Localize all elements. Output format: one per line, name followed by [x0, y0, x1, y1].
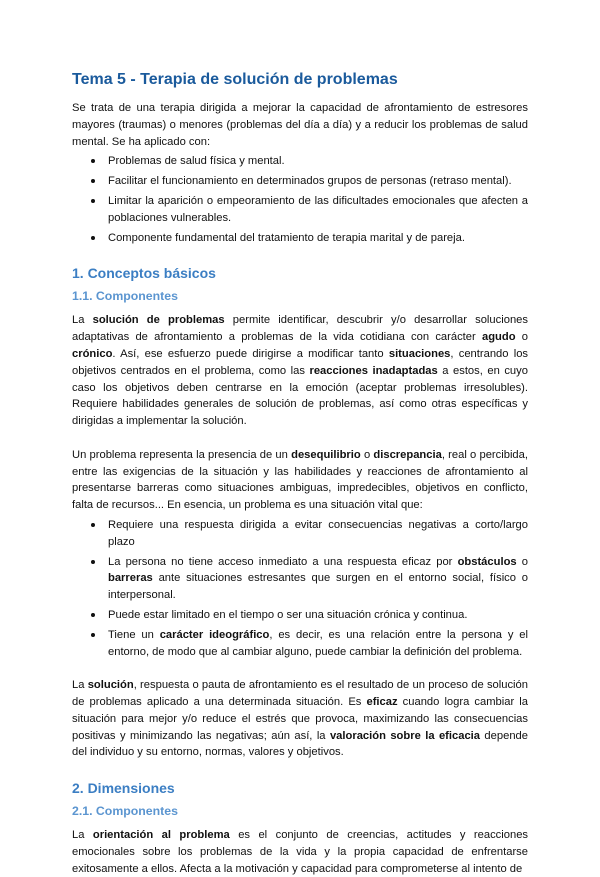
text-run: o [515, 331, 528, 344]
bold-term: eficaz [366, 695, 398, 708]
subsection-heading-componentes-2: 2.1. Componentes [72, 804, 178, 819]
problema-bullet-list [72, 517, 528, 660]
text-run: depende del individuo y su entorno, normas, valores y objetivos. [72, 729, 528, 759]
text-run: o [516, 555, 528, 568]
text-run: Tiene un [108, 628, 160, 641]
text-run: , respuesta o pauta de afrontamiento es el resultado de un proceso de solución de problemas aplicado a una determinada situación. Es [72, 679, 528, 708]
list-item: Puede estar limitado en el tiempo o ser una situación crónica y continua. [72, 607, 528, 624]
text-run: , es decir, es una relación entre la persona y el entorno, de modo que al cambiar alguno, puede cambiar la definición del problema. [108, 628, 529, 658]
subsection-heading-componentes: 1.1. Componentes [72, 289, 178, 304]
document-title: Tema 5 - Terapia de solución de problemas [72, 71, 398, 88]
bold-term: valoración sobre la eficacia [329, 729, 481, 742]
section-heading-conceptos-basicos: 1. Conceptos básicos [72, 265, 216, 282]
list-item: Componente fundamental del tratamiento de terapia marital y de pareja. [72, 230, 528, 247]
bold-term: agudo [481, 331, 516, 344]
text-run: ante situaciones estresantes que surgen en el entorno social, físico o interpersonal. [108, 572, 528, 602]
bold-term: solución de problemas [92, 314, 225, 327]
list-item: Limitar la aparición o empeoramiento de las dificultades emocionales que afecten a poblaciones vulnerables. [72, 193, 528, 227]
paragraph-orientacion [72, 827, 528, 877]
bold-term: reacciones inadaptadas [309, 364, 438, 377]
list-item [72, 554, 528, 604]
paragraph-solucion [72, 677, 528, 761]
document-page [72, 70, 528, 877]
spacer [72, 660, 528, 677]
list-item [72, 627, 528, 661]
text-run: a estos, en cuyo caso los objetivos deben centrarse en la emoción (aceptar problemas irresolubles). Requiere habilidades generales de solución de problemas, así como otras específicas y dirigidas a implementar la solución. [72, 364, 528, 428]
text-run: Un problema representa la presencia de un [72, 448, 292, 461]
text-run: La [72, 679, 88, 692]
text-run: La persona no tiene acceso inmediato a una respuesta eficaz por [108, 555, 458, 568]
bold-term: obstáculos [457, 555, 517, 568]
bold-term: situaciones [388, 347, 451, 360]
bold-term: barreras [108, 572, 153, 585]
bold-term: carácter ideográfico [159, 628, 270, 641]
bold-term: desequilibrio [291, 448, 361, 461]
text-run: permite identificar, descubrir y/o desarrollar soluciones adaptativas de afrontamiento a problemas de la vida cotidiana con carácter [72, 314, 528, 344]
paragraph-solucion-de-problemas [72, 312, 528, 430]
bold-term: crónico [72, 347, 113, 360]
bold-term: orientación al problema [92, 829, 230, 842]
intro-paragraph: Se trata de una terapia dirigida a mejorar la capacidad de afrontamiento de estresores mayores (traumas) o menores (problemas del día a día) y a reducir los problemas de salud mental. Se ha aplicado con: [72, 102, 528, 148]
text-run: es el conjunto de creencias, actitudes y reacciones emocionales sobre los problemas de la vida y la propia capacidad de enfrentarse exitosamente a ellos. Afecta a la motivación y capacidad para comprometerse al intento de [72, 829, 529, 875]
bold-term: discrepancia [373, 448, 442, 461]
text-run: o [360, 448, 374, 461]
section-heading-dimensiones: 2. Dimensiones [72, 780, 175, 797]
text-run: cuando logra cambiar la situación para mejor y/o reduce el estrés que provoca, maximizando las consecuencias positivas y minimizando las negativas; aún así, la [72, 695, 528, 742]
paragraph-problema [72, 447, 528, 514]
text-run: . Así, ese esfuerzo puede dirigirse a modificar tanto [112, 347, 389, 360]
text-run: La [72, 829, 93, 842]
text-run: La [72, 314, 93, 327]
list-item: Requiere una respuesta dirigida a evitar consecuencias negativas a corto/largo plazo [72, 517, 528, 551]
spacer [72, 430, 528, 447]
text-run: , centrando los objetivos centrados en el problema, como las [72, 347, 529, 377]
text-run: , real o percibida, entre las exigencias de la situación y las habilidades y reacciones de afrontamiento al presentarse barreras como situaciones ambiguas, impredecibles, objetivos en conflicto, falta de recursos... En esencia, un problema es una situación vital que: [72, 448, 528, 512]
list-item: Facilitar el funcionamiento en determinados grupos de personas (retraso mental). [72, 173, 528, 190]
bold-term: solución [87, 679, 134, 692]
intro-bullet-list [72, 153, 528, 246]
list-item: Problemas de salud física y mental. [72, 153, 528, 170]
